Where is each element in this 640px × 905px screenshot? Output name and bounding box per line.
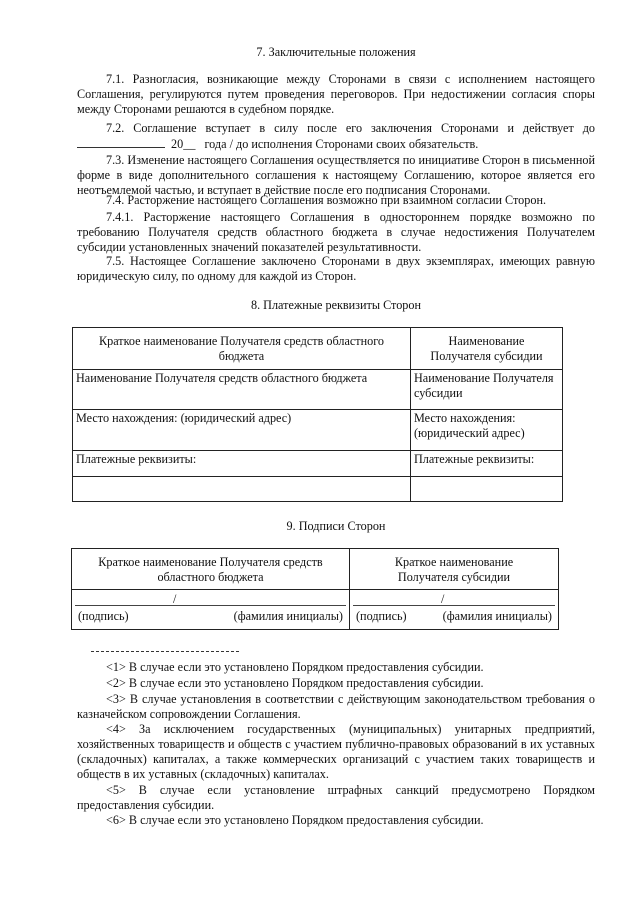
year-blank: 20__ (171, 137, 196, 151)
footnote-separator (91, 651, 239, 652)
bank-details-left-value (73, 477, 411, 502)
signature-line-right (353, 592, 555, 606)
clause-7-1: 7.1. Разногласия, возникающие между Сторонами в связи с исполнением настоящего Соглашения, регулируются путем проведения переговоров. При недостижении согласия споры между Сторонами решаются в судебном порядке. (77, 72, 595, 116)
bank-details-right-value (411, 477, 563, 502)
name-label-right: (фамилия инициалы) (442, 609, 552, 623)
clause-7-2-line2 (77, 136, 595, 152)
clause-7-4: 7.4. Расторжение настоящего Соглашения возможно при взаимном согласии Сторон. (106, 193, 547, 207)
footnote-5: <5> В случае если установление штрафных санкций предусмотрено Порядком предоставления субсидии. (77, 783, 595, 812)
section-9-title: 9. Подписи Сторон (286, 519, 386, 533)
footnote-3: <3> В случае установления в соответствии с действующим законодательством требования о казначейском сопровождении Соглашения. (77, 692, 595, 721)
bank-details-left: Платежные реквизиты: (73, 451, 411, 477)
footnote-4: <4> За исключением государственных (муниципальных) унитарных предприятий, хозяйственных товариществ и обществ с участием публично-правовых образований в их уставных (складочных) капиталах, а также коммерческих организаций с участием таких товариществ и обществ в их уставных (складочных) капиталах. (77, 722, 595, 781)
footnote-2: <2> В случае если это установлено Порядком предоставления субсидии. (106, 676, 484, 690)
sign-cell-left (72, 590, 350, 630)
sign-cell-right (350, 590, 559, 630)
clause-7-3: 7.3. Изменение настоящего Соглашения осуществляется по инициативе Сторон в письменной форме в виде дополнительного соглашения к настоящему Соглашению, которое является его неотъемлемой частью, и вступает в действие после его подписания Сторонами. (77, 153, 595, 197)
payer-name-right: Наименование Получателя субсидии (411, 370, 563, 410)
signatures-table (71, 548, 559, 630)
payer-name-left: Наименование Получателя средств областного бюджета (73, 370, 411, 410)
clause-7-2-line2-rest: года / до исполнения Сторонами своих обязательств. (204, 137, 479, 151)
clause-7-5: 7.5. Настоящее Соглашение заключено Сторонами в двух экземплярах, имеющих равную юридическую силу, по одному для каждой из Сторон. (77, 254, 595, 283)
signature-slash-left: / (173, 592, 177, 606)
payment-details-table (72, 327, 563, 502)
section-8-title: 8. Платежные реквизиты Сторон (250, 298, 422, 312)
sign-header-left: Краткое наименование Получателя средств областного бюджета (72, 549, 350, 590)
legal-address-right: Место нахождения: (юридический адрес) (411, 410, 563, 451)
clause-7-4-1: 7.4.1. Расторжение настоящего Соглашения в одностороннем порядке возможно по требованию Получателя средств областного бюджета в случае недостижения Получателем субсидии установленных значений показателей результативности. (77, 210, 595, 254)
signature-line-left (75, 592, 346, 606)
legal-address-left: Место нахождения: (юридический адрес) (73, 410, 411, 451)
section-7-title: 7. Заключительные положения (256, 45, 416, 59)
bank-details-right: Платежные реквизиты: (411, 451, 563, 477)
footnote-1: <1> В случае если это установлено Порядком предоставления субсидии. (106, 660, 484, 674)
name-label-left: (фамилия инициалы) (233, 609, 343, 623)
payment-header-right: Наименование Получателя субсидии (411, 328, 563, 370)
payment-header-left: Краткое наименование Получателя средств областного бюджета (73, 328, 411, 370)
clause-7-2-line1: 7.2. Соглашение вступает в силу после его заключения Сторонами и действует до (106, 121, 595, 135)
signature-label-left: (подпись) (78, 609, 129, 623)
signature-label-right: (подпись) (356, 609, 407, 623)
footnote-6: <6> В случае если это установлено Порядком предоставления субсидии. (106, 813, 484, 827)
signature-slash-right: / (441, 592, 445, 606)
date-blank-line (77, 136, 165, 148)
sign-header-right: Краткое наименование Получателя субсидии (350, 549, 559, 590)
